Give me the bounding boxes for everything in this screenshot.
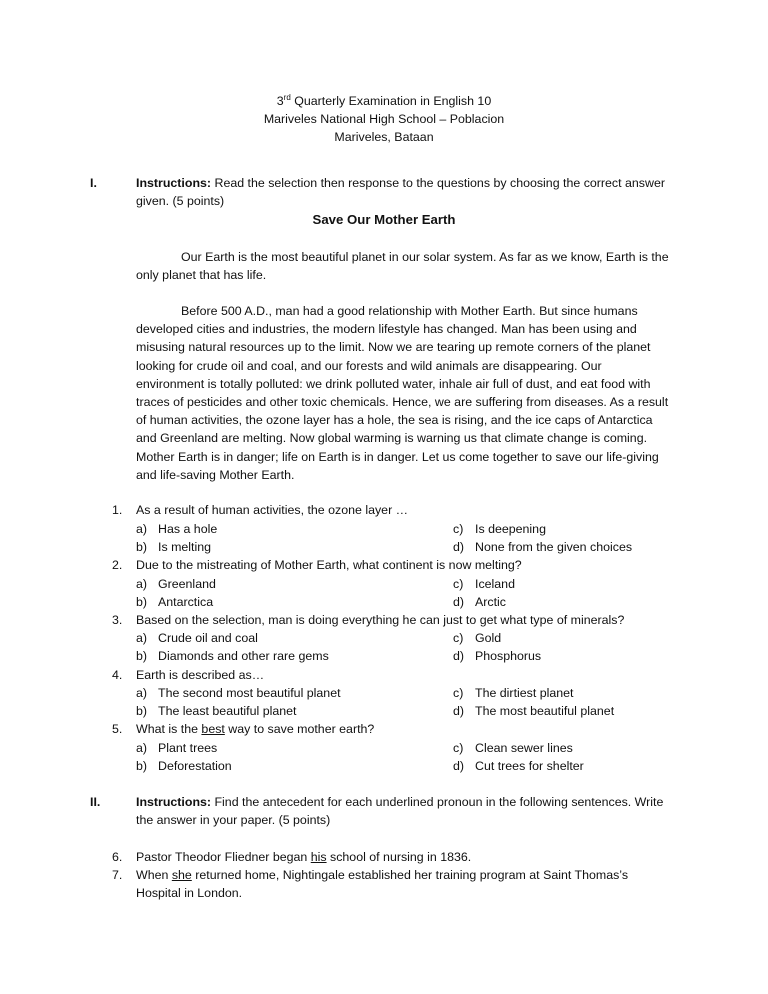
exam-header (0, 92, 768, 147)
school-location: Mariveles, Bataan (334, 130, 434, 145)
school-name: Mariveles National High School – Poblacion (263, 112, 505, 127)
question-text: Pastor Theodor Fliedner began his school of nursing in 1836. (136, 850, 472, 864)
underlined-pronoun: his (310, 850, 327, 864)
question-text: Due to the mistreating of Mother Earth, what continent is now melting? (136, 558, 522, 572)
question-text: Based on the selection, man is doing everything he can just to get what type of minerals? (136, 613, 625, 627)
part2-instr-text: Find the antecedent for each underlined pronoun in the following sentences. Write the answer in your paper. (5 points) (136, 795, 664, 828)
part2-instr-label: Instructions: (136, 795, 212, 809)
part1-instr-label: Instructions: (136, 176, 212, 190)
exam-page: 3rd Quarterly Examination in English 10 Mariveles National High School – Poblacion Mariveles, Bataan I. Instructions: Read the selection then response to the questions by choosing the correct answer given. (5 points) Save Our Mother Earth Our Earth is the most beautiful planet in our solar system. As far as we know, Earth is the only planet that has life. Before 500 A.D., man had a good relationship with Mother Earth. But since humans developed cities and industries, the modern lifestyle has changed. Man has been using and misusing natural resources up to the limit. Now we are tearing up remote corners of the planet looking for crude oil and coal, and our forests and wild animals are disappearing. Our environment is totally polluted: we drink polluted water, inhale air full of dust, and eat food with traces of pesticides and other toxic chemicals. Hence, we are suffering from diseases. As a result of human activities, the ozone layer has a hole, the sea is rising, and the ice caps of Antarctica and Greenland are melting. Now global warming is warning us that climate change is coming. Mother Earth is in danger; life on Earth is in danger. Let us come together to save our life-giving and life-saving Mother Earth. 1. As a result of human activities, the ozone layer … a) Has a hole c) Is deepening b) Is melting d) None from the given choices 2. Due to the mistreating of Mother Earth, what continent is now melting? a) Greenland c) Iceland b) Antarctica d) Arctic 3. Based on the selection, man is doing everything he can just to get what type of minerals? a) Crude oil and coal c) Gold b) Diamonds and other rare gems d) Phosphorus 4. Earth is described as… a) The second most beautiful planet c) The dirtiest planet b) The least beautiful planet d) The most beautiful planet 5. What is the best way to save mother earth? a) Plant trees c) Clean sewer lines b) Deforestation d) Cut trees for shelter II. Instructions: Find the antecedent for each underlined pronoun in the following sentences. Write the answer in your paper. (5 points) 6. Pastor Theodor Fliedner began his school of nursing in 1836. 7. When she returned home, Nightingale established her training program at Saint Thomas’s Hospital in London. (0, 0, 768, 994)
underlined-word: best (201, 722, 225, 736)
question-text: As a result of human activities, the ozone layer … (136, 503, 409, 517)
selection-paragraph-1: Our Earth is the most beautiful planet in our solar system. As far as we know, Earth is the only planet that has life. (136, 250, 669, 283)
question-text: Earth is described as… (136, 668, 265, 682)
question-text: When she returned home, Nightingale established her training program at Saint Thomas’s Hospital in London. (136, 868, 629, 901)
exam-title: 3rd Quarterly Examination in English 10 (276, 92, 492, 108)
question-text: What is the best way to save mother earth? (136, 722, 375, 736)
part1-roman: I. (90, 176, 97, 190)
part2-roman: II. (90, 795, 101, 809)
part1-instr-text: Read the selection then response to the questions by choosing the correct answer given. (5 points) (136, 176, 665, 209)
selection-paragraph-2: Before 500 A.D., man had a good relationship with Mother Earth. But since humans developed cities and industries, the modern lifestyle has changed. Man has been using and misusing natural resources up to the limit. Now we are tearing up remote corners of the planet looking for crude oil and coal, and our forests and wild animals are disappearing. Our environment is totally polluted: we drink polluted water, inhale air full of dust, and eat food with traces of pesticides and other toxic chemicals. Hence, we are suffering from diseases. As a result of human activities, the ozone layer has a hole, the sea is rising, and the ice caps of Antarctica and Greenland are melting. Now global warming is warning us that climate change is coming. Mother Earth is in danger; life on Earth is in danger. Let us come together to save our life-giving and life-saving Mother Earth. (136, 304, 669, 482)
underlined-pronoun: she (171, 868, 192, 882)
selection-title: Save Our Mother Earth (312, 212, 456, 227)
